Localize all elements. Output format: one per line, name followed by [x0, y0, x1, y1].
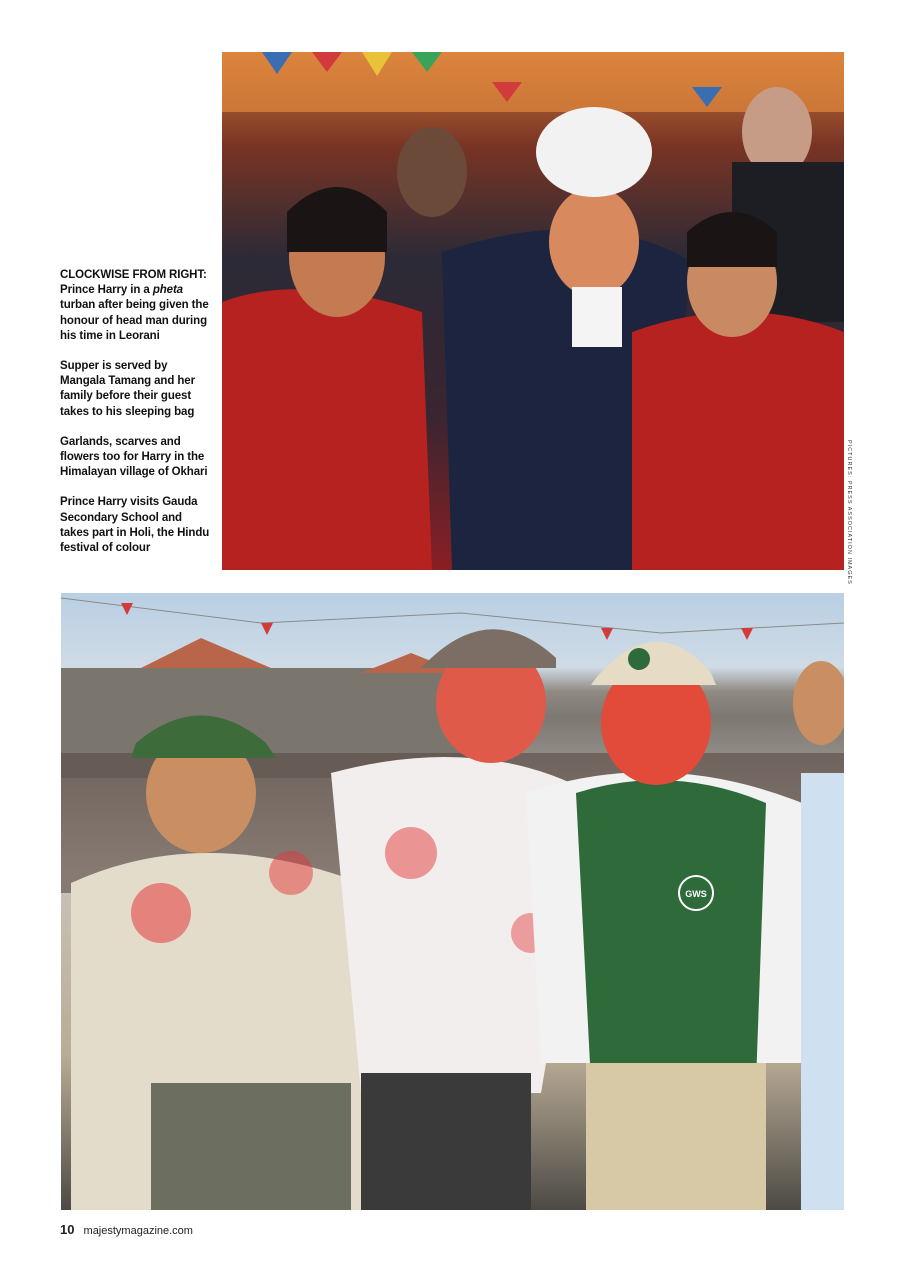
- photo-top-illustration: [222, 52, 844, 570]
- caption-2: Supper is served by Mangala Tamang and her family before their guest takes to his sleeping bag: [60, 360, 195, 418]
- footer-site: majestymagazine.com: [83, 1225, 193, 1237]
- caption-1-emph: pheta: [152, 284, 183, 297]
- caption-1: [60, 268, 210, 344]
- caption-3: Garlands, scarves and flowers too for Harry in the Himalayan village of Okhari: [60, 435, 208, 479]
- caption-1-pre: Prince Harry in a: [60, 284, 153, 297]
- photo-credit: PICTURES: PRESS ASSOCIATION IMAGES: [846, 440, 852, 585]
- caption-1-post: turban after being given the honour of head man during his time in Leorani: [60, 299, 209, 342]
- shirt-logo-text: GWS: [685, 889, 707, 899]
- caption-kicker: CLOCKWISE FROM RIGHT:: [60, 269, 207, 281]
- photo-bottom-illustration: [61, 593, 844, 1210]
- photo-harry-pheta-turban: [222, 52, 844, 570]
- page-number: 10: [60, 1222, 75, 1237]
- photo-holi-festival: [61, 593, 844, 1210]
- page-footer: [60, 1222, 193, 1237]
- caption-column: [60, 268, 210, 571]
- caption-4: Prince Harry visits Gauda Secondary School and takes part in Holi, the Hindu festival of colour: [60, 496, 210, 555]
